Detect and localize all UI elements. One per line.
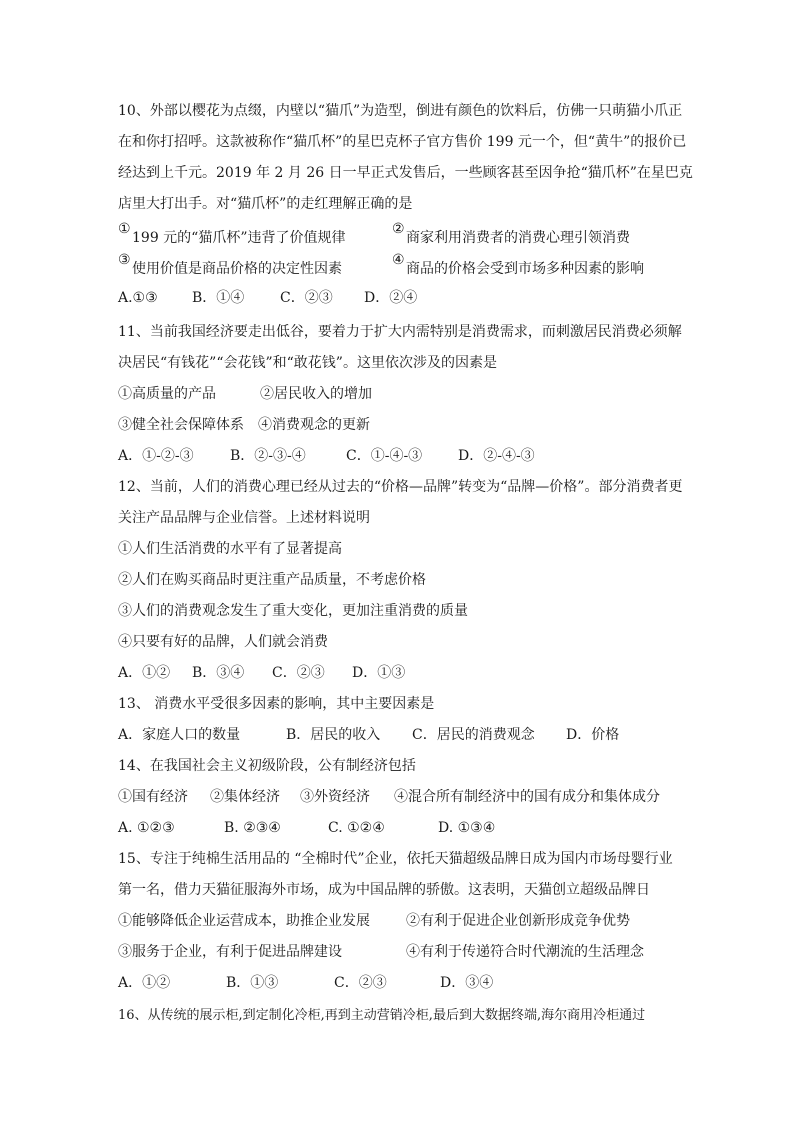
q15-option-c: C．②③ [334,975,387,991]
q10-item-1: ① 199 元的“猫爪杯”违背了价值规律 [118,221,346,246]
q15-option-a: A．①② [118,975,171,991]
q11-line-2: 决居民“有钱花”“会花钱”和“敢花钱”。这里依次涉及的因素是 [118,355,497,371]
q14-item-3: ③外资经济 [300,789,370,805]
q10-item-2: ② 商家利用消费者的消费心理引领消费 [392,221,630,246]
q14-option-b: B. ②③④ [224,820,281,836]
q12-line-1: 12、当前，人们的消费心理已经从过去的“价格—品牌”转变为“品牌—价格”。部分消费者更 [118,479,683,495]
q10-line-1: 10、外部以樱花为点缀，内壁以“猫爪”为造型，倒进有颜色的饮料后，仿佛一只萌猫小爪正 [118,103,683,119]
q14-option-d: D. ①③④ [438,820,496,836]
q12-option-b: B．③④ [192,665,245,681]
q12-option-d: D．①③ [352,665,406,681]
q14-item-1: ①国有经济 [118,789,188,805]
q15-item-4: ④有利于传递符合时代潮流的生活理念 [406,944,644,960]
q10-option-d: D．②④ [364,290,418,306]
q15-item-1: ①能够降低企业运营成本，助推企业发展 [118,913,370,929]
q12-item-2: ②人们在购买商品时更注重产品质量，不考虑价格 [118,572,426,588]
q11-line-1: 11、当前我国经济要走出低谷，要着力于扩大内需特别是消费需求，而刺激居民消费必须解 [118,324,682,340]
q12-item-4: ④只要有好的品牌，人们就会消费 [118,634,328,650]
q12-option-c: C．②③ [272,665,325,681]
q10-option-c: C．②③ [280,290,333,306]
q10-option-b: B．①④ [192,290,245,306]
q12-option-a: A．①② [118,665,171,681]
q14-line-1: 14、在我国社会主义初级阶段，公有制经济包括 [118,758,416,774]
q10-item-3: ③ 使用价值是商品价格的决定性因素 [118,252,342,277]
q15-line-1: 15、专注于纯棉生活用品的 “全棉时代”企业，依托天猫超级品牌日成为国内市场母婴行业 [118,851,673,867]
q12-item-1: ①人们生活消费的水平有了显著提高 [118,541,342,557]
q10-option-a: A.①③ [118,290,158,306]
q15-line-2: 第一名，借力天猫征服海外市场，成为中国品牌的骄傲。这表明，天猫创立超级品牌日 [118,882,650,898]
q14-option-a: A. ①②③ [118,820,175,836]
q13-option-c: C．居民的消费观念 [412,727,535,743]
q14-item-4: ④混合所有制经济中的国有成分和集体成分 [394,789,660,805]
q10-line-3: 经达到上千元。2019 年 2 月 26 日一早正式发售后，一些顾客甚至因争抢“猫爪杯”在星巴克 [118,165,693,181]
q13-line-1: 13、 消费水平受很多因素的影响，其中主要因素是 [118,696,435,712]
q11-option-a: A．①-②-③ [118,448,194,464]
q15-option-b: B．①③ [226,975,279,991]
q10-line-2: 在和你打招呼。这款被称作“猫爪杯”的星巴克杯子官方售价 199 元一个，但“黄牛”的报价已 [118,134,687,150]
q13-option-d: D．价格 [566,727,620,743]
q12-line-2: 关注产品品牌与企业信誉。上述材料说明 [118,510,370,526]
q11-item-2: ②居民收入的增加 [260,386,372,402]
q11-option-c: C．①-④-③ [346,448,423,464]
q11-item-1: ①高质量的产品 [118,386,216,402]
q13-option-a: A．家庭人口的数量 [118,727,241,743]
q16-line-1: 16、从传统的展示柜,到定制化冷柜,再到主动营销冷柜,最后到大数据终端,海尔商用冷柜通过 [118,1008,646,1023]
q10-line-4: 店里大打出手。对“猫爪杯”的走红理解正确的是 [118,196,413,212]
q10-item-4: ④ 商品的价格会受到市场多种因素的影响 [392,252,644,277]
q11-item-4: ④消费观念的更新 [258,417,370,433]
q11-item-3: ③健全社会保障体系 [118,417,244,433]
q15-item-3: ③服务于企业，有利于促进品牌建设 [118,944,342,960]
q11-option-d: D．②-④-③ [458,448,535,464]
q12-item-3: ③人们的消费观念发生了重大变化，更加注重消费的质量 [118,603,468,619]
q14-item-2: ②集体经济 [210,789,280,805]
q14-option-c: C. ①②④ [328,820,385,836]
q15-option-d: D．③④ [440,975,494,991]
q11-option-b: B．②-③-④ [230,448,306,464]
q15-item-2: ②有利于促进企业创新形成竞争优势 [406,913,630,929]
q13-option-b: B．居民的收入 [286,727,381,743]
